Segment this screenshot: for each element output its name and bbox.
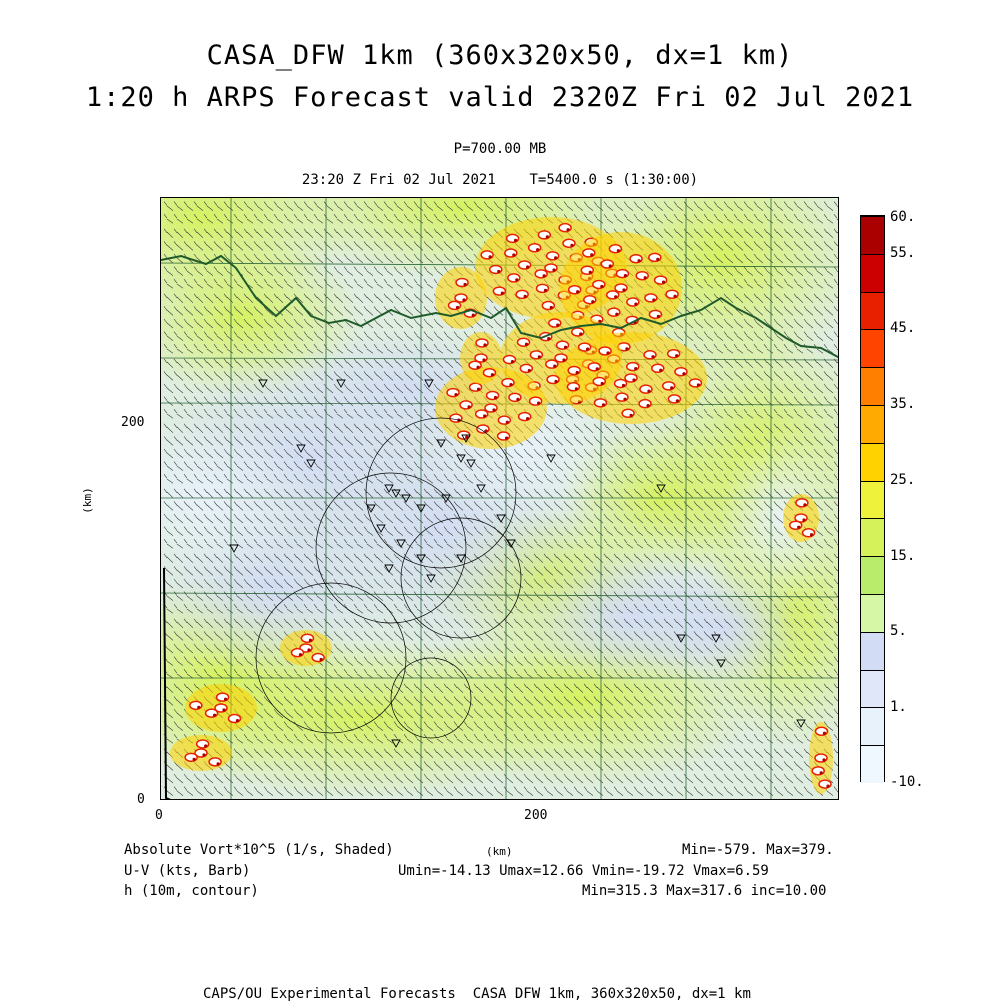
storm-core xyxy=(617,249,620,252)
storm-core xyxy=(697,383,700,386)
colorbar-segment xyxy=(861,481,884,519)
storm-core xyxy=(646,404,649,407)
storm-core xyxy=(202,753,205,756)
storm-core xyxy=(826,784,829,787)
storm-core xyxy=(644,276,647,279)
storm-core xyxy=(550,306,553,309)
storm-core xyxy=(467,405,470,408)
storm-core xyxy=(511,360,514,363)
storm-core xyxy=(222,708,225,711)
storm-core xyxy=(528,369,531,372)
colorbar-label: 15. xyxy=(890,548,916,564)
x-axis-label: (km) xyxy=(486,845,513,858)
storm-core xyxy=(463,283,466,286)
storm-core xyxy=(512,253,515,256)
colorbar-segment xyxy=(861,254,884,292)
footer-credit: CAPS/OU Experimental Forecasts CASA DFW 1km, 360x320x50, dx=1 km xyxy=(203,986,751,1002)
storm-core xyxy=(483,414,486,417)
storm-core xyxy=(614,295,617,298)
storm-core xyxy=(632,378,635,381)
vorticity-colorbar xyxy=(860,215,885,782)
legend-shaded-field: Absolute Vort*10^5 (1/s, Shaded) xyxy=(124,842,394,858)
storm-core xyxy=(659,369,662,372)
storm-core xyxy=(682,372,685,375)
map-canvas xyxy=(161,198,839,800)
colorbar-label: 25. xyxy=(890,472,916,488)
x-tick-200: 200 xyxy=(524,808,548,823)
colorbar-segment xyxy=(861,745,884,783)
storm-core xyxy=(591,300,594,303)
storm-core xyxy=(526,417,529,420)
storm-core xyxy=(564,346,567,349)
legend-shaded-minmax: Min=-579. Max=379. xyxy=(682,842,834,858)
storm-core xyxy=(320,658,323,661)
colorbar-segment xyxy=(861,556,884,594)
storm-core xyxy=(299,653,302,656)
storm-core xyxy=(556,323,559,326)
legend-barb-minmax: Umin=-14.13 Umax=12.66 Vmin=-19.72 Vmax=6.59 xyxy=(398,863,769,879)
storm-core xyxy=(509,383,512,386)
storm-core xyxy=(630,414,633,417)
storm-core xyxy=(554,380,557,383)
storm-core xyxy=(634,367,637,370)
legend-contour-field: h (10m, contour) xyxy=(124,883,259,899)
colorbar-segment xyxy=(861,670,884,708)
storm-core xyxy=(622,288,625,291)
storm-core xyxy=(216,762,219,765)
storm-core xyxy=(213,714,216,717)
storm-core xyxy=(514,239,517,242)
y-tick-0: 0 xyxy=(137,792,145,807)
storm-core xyxy=(596,367,599,370)
storm-core xyxy=(622,384,625,387)
storm-core xyxy=(576,290,579,293)
storm-core xyxy=(547,337,550,340)
storm-core xyxy=(656,258,659,261)
storm-core xyxy=(567,228,570,231)
valid-time-label: 23:20 Z Fri 02 Jul 2021 T=5400.0 s (1:30:00) xyxy=(301,172,699,188)
storm-core xyxy=(482,358,485,361)
forecast-map xyxy=(160,197,839,800)
storm-core xyxy=(505,436,508,439)
storm-core xyxy=(501,291,504,294)
storm-core xyxy=(544,289,547,292)
storm-core xyxy=(489,255,492,258)
storm-core xyxy=(497,270,500,273)
storm-core xyxy=(810,533,813,536)
colorbar-segment xyxy=(861,367,884,405)
storm-core xyxy=(546,235,549,238)
storm-core xyxy=(554,256,557,259)
storm-core xyxy=(820,771,823,774)
storm-core xyxy=(602,403,605,406)
colorbar-label: 35. xyxy=(890,396,916,412)
y-tick-200: 200 xyxy=(121,415,145,430)
storm-core xyxy=(543,274,546,277)
legend-contour-minmax: Min=315.3 Max=317.6 inc=10.00 xyxy=(582,883,827,899)
storm-core xyxy=(624,274,627,277)
storm-core xyxy=(236,719,239,722)
colorbar-segment xyxy=(861,518,884,556)
storm-core xyxy=(676,399,679,402)
colorbar-label: 60. xyxy=(890,209,916,225)
storm-core xyxy=(538,355,541,358)
storm-core xyxy=(483,343,486,346)
storm-core xyxy=(575,387,578,390)
storm-core xyxy=(625,347,628,350)
chart-title-line2: 1:20 h ARPS Forecast valid 2320Z Fri 02 Jul 2021 xyxy=(85,82,915,113)
storm-core xyxy=(462,298,465,301)
storm-core xyxy=(491,373,494,376)
storm-core xyxy=(637,259,640,262)
legend-barb-field: U-V (kts, Barb) xyxy=(124,863,251,879)
storm-core xyxy=(647,390,650,393)
storm-core xyxy=(576,371,579,374)
storm-core xyxy=(673,295,676,298)
storm-core xyxy=(204,744,207,747)
storm-core xyxy=(651,355,654,358)
colorbar-segment xyxy=(861,632,884,670)
storm-core xyxy=(634,302,637,305)
colorbar-segment xyxy=(861,594,884,632)
colorbar-segment xyxy=(861,292,884,330)
storm-core xyxy=(454,393,457,396)
colorbar-label: -10. xyxy=(890,774,924,790)
storm-core xyxy=(193,758,196,761)
storm-core xyxy=(590,253,593,256)
storm-core xyxy=(524,295,527,298)
storm-core xyxy=(307,648,310,651)
storm-core xyxy=(536,248,539,251)
storm-core xyxy=(494,396,497,399)
colorbar-segment xyxy=(861,443,884,481)
colorbar-segment xyxy=(861,707,884,745)
colorbar-segment xyxy=(861,405,884,443)
storm-core xyxy=(472,314,475,317)
storm-core xyxy=(662,280,665,283)
storm-core xyxy=(224,698,227,701)
storm-core xyxy=(515,278,518,281)
storm-core xyxy=(570,244,573,247)
storm-core xyxy=(803,503,806,506)
vorticity-region xyxy=(721,428,839,608)
storm-core xyxy=(537,402,540,405)
x-tick-0: 0 xyxy=(155,808,163,823)
storm-core xyxy=(525,343,528,346)
storm-core xyxy=(197,706,200,709)
storm-core xyxy=(670,386,673,389)
storm-core xyxy=(476,366,479,369)
y-axis-label: (km) xyxy=(80,487,94,514)
colorbar-label: 55. xyxy=(890,245,916,261)
pressure-level-label: P=700.00 MB xyxy=(453,141,547,157)
storm-core xyxy=(822,758,825,761)
storm-core xyxy=(526,265,529,268)
storm-core xyxy=(657,315,660,318)
storm-core xyxy=(609,264,612,267)
storm-core xyxy=(586,347,589,350)
colorbar-label: 45. xyxy=(890,320,916,336)
storm-core xyxy=(552,268,555,271)
storm-core xyxy=(309,639,312,642)
storm-core xyxy=(600,285,603,288)
storm-core xyxy=(615,313,618,316)
colorbar-label: 1. xyxy=(890,699,907,715)
chart-title-line1: CASA_DFW 1km (360x320x50, dx=1 km) xyxy=(206,40,794,71)
storm-core xyxy=(506,421,509,424)
storm-core xyxy=(601,382,604,385)
storm-core xyxy=(456,306,459,309)
storm-core xyxy=(579,332,582,335)
storm-core xyxy=(477,388,480,391)
storm-core xyxy=(802,518,805,521)
storm-core xyxy=(823,732,826,735)
storm-core xyxy=(562,358,565,361)
storm-core xyxy=(553,365,556,368)
storm-core xyxy=(589,271,592,274)
storm-core xyxy=(516,398,519,401)
storm-core xyxy=(675,354,678,357)
storm-core xyxy=(623,398,626,401)
storm-core xyxy=(797,526,800,529)
colorbar-segment xyxy=(861,216,884,254)
colorbar-segment xyxy=(861,329,884,367)
colorbar-label: 5. xyxy=(890,623,907,639)
storm-core xyxy=(606,351,609,354)
storm-core xyxy=(492,408,495,411)
storm-core xyxy=(652,298,655,301)
